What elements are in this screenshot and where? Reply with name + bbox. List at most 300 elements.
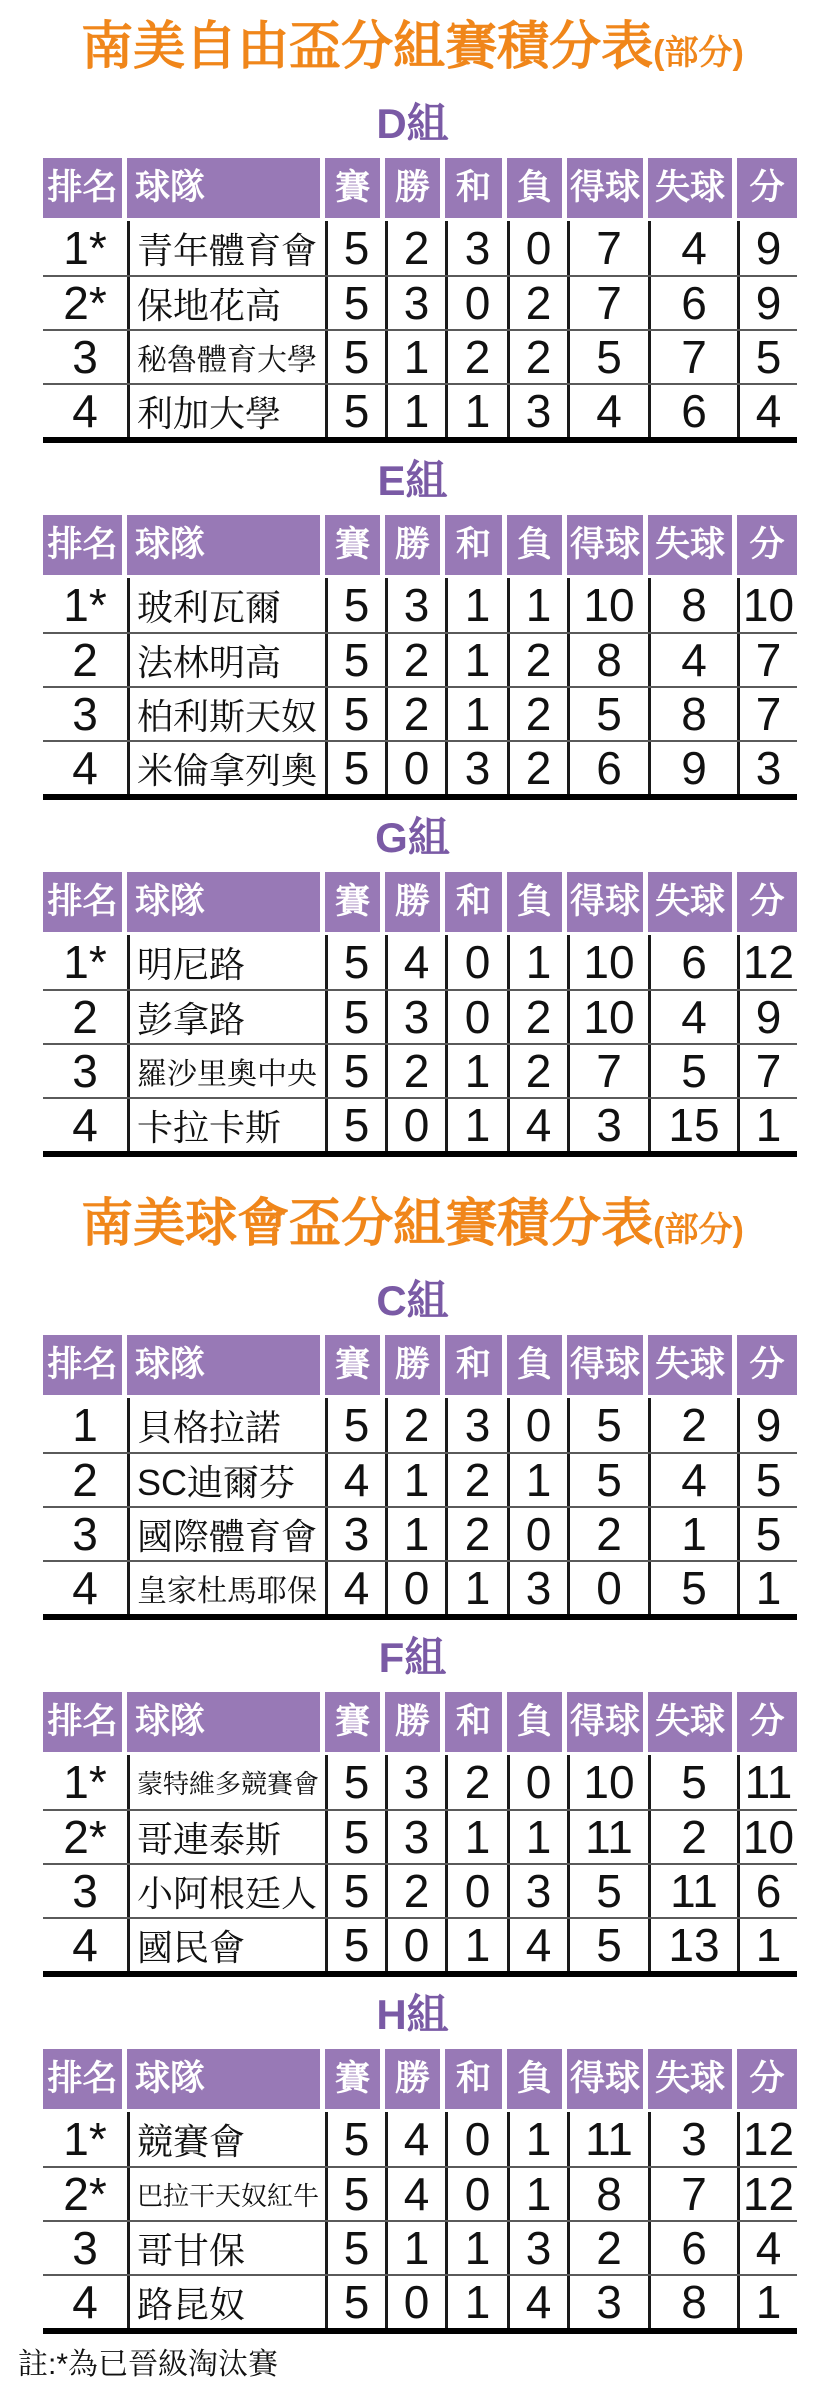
col-header-goals-for: 得球 [567, 158, 648, 218]
table-body [43, 2109, 797, 2334]
drawn-cell: 2 [445, 1755, 507, 1809]
section-title-suffix: (部分) [653, 1211, 744, 1249]
col-header-rank: 排名 [43, 1335, 127, 1395]
points-cell: 9 [737, 277, 797, 329]
points-cell: 12 [737, 2168, 797, 2220]
table-row [43, 632, 797, 686]
table-row [43, 1398, 797, 1452]
col-header-drawn: 和 [445, 515, 507, 575]
won-cell: 2 [385, 1865, 445, 1917]
col-header-played: 賽 [325, 1335, 385, 1395]
rank-cell: 1* [63, 936, 107, 988]
group-section-f [0, 1636, 825, 1977]
lost-cell: 1 [507, 1811, 567, 1863]
lost-cell: 2 [507, 634, 567, 686]
played-cell: 5 [325, 1099, 385, 1151]
lost-cell: 3 [507, 1562, 567, 1614]
drawn-cell: 1 [445, 578, 507, 632]
lost-cell: 2 [507, 742, 567, 794]
team-cell [127, 1508, 325, 1560]
rank-cell: 1* [63, 2113, 107, 2165]
standings-table [43, 2049, 797, 2334]
team-cell [127, 2112, 325, 2166]
points-cell: 1 [737, 2276, 797, 2328]
table-row [43, 1755, 797, 1809]
won-cell: 2 [385, 221, 445, 275]
col-header-drawn: 和 [445, 1335, 507, 1395]
goals-against-cell: 5 [648, 1755, 737, 1809]
drawn-cell: 2 [445, 1454, 507, 1506]
goals-against-cell: 8 [648, 578, 737, 632]
goals-against-cell: 7 [648, 2168, 737, 2220]
goals-against-cell: 9 [648, 742, 737, 794]
group-label: G組 [375, 814, 450, 861]
goals-against-cell: 11 [648, 1865, 737, 1917]
lost-cell: 1 [507, 1454, 567, 1506]
goals-for-cell: 10 [567, 1755, 648, 1809]
won-cell: 1 [385, 1508, 445, 1560]
goals-against-cell: 4 [648, 991, 737, 1043]
won-cell: 2 [385, 1398, 445, 1452]
drawn-cell: 0 [445, 1865, 507, 1917]
col-header-drawn: 和 [445, 2049, 507, 2109]
col-header-drawn: 和 [445, 158, 507, 218]
played-cell: 5 [325, 2168, 385, 2220]
col-header-points: 分 [737, 158, 797, 218]
col-header-lost: 負 [507, 515, 567, 575]
points-cell: 5 [737, 1454, 797, 1506]
goals-against-cell: 2 [648, 1398, 737, 1452]
points-cell: 4 [737, 2222, 797, 2274]
rank-cell: 3 [72, 688, 98, 740]
rank-cell: 1* [63, 579, 107, 631]
team-name: 小阿根廷人 [137, 1872, 318, 1914]
table-row [43, 383, 797, 437]
points-cell: 4 [737, 385, 797, 437]
rank-cell: 2 [72, 634, 98, 686]
goals-against-cell: 8 [648, 2276, 737, 2328]
won-cell: 2 [385, 1045, 445, 1097]
goals-against-cell: 4 [648, 221, 737, 275]
won-cell: 2 [385, 688, 445, 740]
team-cell [127, 1398, 325, 1452]
played-cell: 5 [325, 1045, 385, 1097]
drawn-cell: 1 [445, 1919, 507, 1971]
table-row [43, 1809, 797, 1863]
team-name: 柏利斯天奴 [137, 695, 318, 737]
played-cell: 5 [325, 331, 385, 383]
lost-cell: 1 [507, 935, 567, 989]
table-body [43, 932, 797, 1157]
table-row [43, 935, 797, 989]
goals-for-cell: 5 [567, 331, 648, 383]
goals-against-cell: 3 [648, 2112, 737, 2166]
goals-for-cell: 3 [567, 1099, 648, 1151]
table-row [43, 2112, 797, 2166]
won-cell: 3 [385, 277, 445, 329]
col-header-played: 賽 [325, 872, 385, 932]
col-header-points: 分 [737, 515, 797, 575]
points-cell: 7 [737, 688, 797, 740]
goals-for-cell: 8 [567, 634, 648, 686]
table-body [43, 575, 797, 800]
col-header-goals-for: 得球 [567, 515, 648, 575]
col-header-played: 賽 [325, 515, 385, 575]
points-cell: 12 [737, 2112, 797, 2166]
points-cell: 3 [737, 742, 797, 794]
team-cell [127, 991, 325, 1043]
col-header-won: 勝 [385, 2049, 445, 2109]
col-header-goals-against: 失球 [648, 158, 737, 218]
rank-cell: 2 [72, 1454, 98, 1506]
points-cell: 1 [737, 1919, 797, 1971]
col-header-goals-for: 得球 [567, 1692, 648, 1752]
rank-cell: 1 [72, 1399, 98, 1451]
section-title-sudamericana [0, 1191, 825, 1263]
goals-for-cell: 0 [567, 1562, 648, 1614]
lost-cell: 4 [507, 1099, 567, 1151]
played-cell: 5 [325, 1398, 385, 1452]
team-name: 皇家杜馬耶保 [137, 1575, 317, 1608]
group-label: F組 [378, 1634, 447, 1681]
won-cell: 1 [385, 331, 445, 383]
team-name: 貝格拉諾 [137, 1406, 282, 1448]
table-header-row [43, 158, 797, 218]
won-cell: 0 [385, 1562, 445, 1614]
goals-against-cell: 2 [648, 1811, 737, 1863]
col-header-played: 賽 [325, 1692, 385, 1752]
goals-for-cell: 4 [567, 385, 648, 437]
col-header-team: 球隊 [127, 515, 325, 575]
col-header-team: 球隊 [127, 2049, 325, 2109]
col-header-goals-against: 失球 [648, 515, 737, 575]
col-header-played: 賽 [325, 2049, 385, 2109]
table-row [43, 2220, 797, 2274]
points-cell: 6 [737, 1865, 797, 1917]
rank-cell: 4 [72, 1099, 98, 1151]
rank-cell: 3 [72, 1865, 98, 1917]
lost-cell: 1 [507, 2112, 567, 2166]
footnote: 註:*為已晉級淘汰賽 [18, 2348, 279, 2381]
lost-cell: 2 [507, 991, 567, 1043]
won-cell: 1 [385, 1454, 445, 1506]
team-name: 路昆奴 [137, 2283, 246, 2325]
goals-against-cell: 4 [648, 634, 737, 686]
played-cell: 5 [325, 2112, 385, 2166]
rank-cell: 4 [72, 1562, 98, 1614]
rank-cell: 4 [72, 1919, 98, 1971]
lost-cell: 2 [507, 1045, 567, 1097]
col-header-goals-for: 得球 [567, 1335, 648, 1395]
goals-for-cell: 5 [567, 1398, 648, 1452]
col-header-team: 球隊 [127, 872, 325, 932]
drawn-cell: 3 [445, 1398, 507, 1452]
group-label: H組 [376, 1991, 449, 2038]
played-cell: 5 [325, 277, 385, 329]
drawn-cell: 1 [445, 2222, 507, 2274]
col-header-lost: 負 [507, 1335, 567, 1395]
standings-table [43, 872, 797, 1157]
standings-table [43, 1335, 797, 1620]
goals-for-cell: 7 [567, 277, 648, 329]
goals-against-cell: 6 [648, 277, 737, 329]
col-header-points: 分 [737, 2049, 797, 2109]
col-header-lost: 負 [507, 872, 567, 932]
goals-for-cell: 8 [567, 2168, 648, 2220]
standings-table [43, 1692, 797, 1977]
team-name: 卡拉卡斯 [137, 1106, 282, 1148]
played-cell: 3 [325, 1508, 385, 1560]
team-cell [127, 1755, 325, 1809]
team-cell [127, 277, 325, 329]
points-cell: 1 [737, 1099, 797, 1151]
points-cell: 1 [737, 1562, 797, 1614]
col-header-drawn: 和 [445, 1692, 507, 1752]
team-cell [127, 1811, 325, 1863]
col-header-won: 勝 [385, 158, 445, 218]
goals-for-cell: 2 [567, 1508, 648, 1560]
col-header-won: 勝 [385, 1335, 445, 1395]
goals-for-cell: 7 [567, 221, 648, 275]
rank-cell: 1* [63, 1756, 107, 1808]
group-section-c [0, 1279, 825, 1620]
goals-against-cell: 5 [648, 1045, 737, 1097]
drawn-cell: 3 [445, 742, 507, 794]
played-cell: 5 [325, 634, 385, 686]
played-cell: 5 [325, 1865, 385, 1917]
table-row [43, 686, 797, 740]
won-cell: 3 [385, 1755, 445, 1809]
col-header-won: 勝 [385, 515, 445, 575]
drawn-cell: 3 [445, 221, 507, 275]
col-header-goals-for: 得球 [567, 2049, 648, 2109]
goals-against-cell: 6 [648, 935, 737, 989]
col-header-team: 球隊 [127, 1692, 325, 1752]
lost-cell: 2 [507, 331, 567, 383]
team-name: 秘魯體育大學 [137, 344, 317, 377]
col-header-won: 勝 [385, 872, 445, 932]
table-row [43, 740, 797, 794]
group-label: E組 [377, 457, 448, 504]
col-header-goals-against: 失球 [648, 2049, 737, 2109]
lost-cell: 0 [507, 221, 567, 275]
played-cell: 5 [325, 2222, 385, 2274]
team-name: 巴拉干天奴紅牛 [137, 2180, 320, 2211]
lost-cell: 0 [507, 1755, 567, 1809]
col-header-goals-for: 得球 [567, 872, 648, 932]
goals-for-cell: 6 [567, 742, 648, 794]
team-cell [127, 1562, 325, 1614]
goals-against-cell: 5 [648, 1562, 737, 1614]
rank-cell: 4 [72, 385, 98, 437]
goals-for-cell: 5 [567, 1454, 648, 1506]
team-cell [127, 1865, 325, 1917]
col-header-points: 分 [737, 1692, 797, 1752]
col-header-rank: 排名 [43, 2049, 127, 2109]
team-cell [127, 1919, 325, 1971]
team-name: 法林明高 [137, 641, 282, 683]
team-name: SC迪爾芬 [137, 1461, 296, 1503]
team-name: 利加大學 [137, 392, 282, 434]
table-row [43, 2274, 797, 2328]
group-section-h [0, 1993, 825, 2334]
table-row [43, 275, 797, 329]
team-name: 玻利瓦爾 [137, 586, 282, 628]
col-header-played: 賽 [325, 158, 385, 218]
lost-cell: 3 [507, 2222, 567, 2274]
team-cell [127, 1045, 325, 1097]
points-cell: 7 [737, 634, 797, 686]
team-name: 保地花高 [137, 284, 282, 326]
rank-cell: 2 [72, 991, 98, 1043]
col-header-goals-against: 失球 [648, 1692, 737, 1752]
won-cell: 3 [385, 991, 445, 1043]
won-cell: 3 [385, 1811, 445, 1863]
col-header-won: 勝 [385, 1692, 445, 1752]
team-name: 羅沙里奧中央 [137, 1058, 317, 1091]
played-cell: 5 [325, 2276, 385, 2328]
col-header-lost: 負 [507, 1692, 567, 1752]
table-row [43, 1863, 797, 1917]
table-row [43, 989, 797, 1043]
goals-for-cell: 10 [567, 935, 648, 989]
won-cell: 1 [385, 385, 445, 437]
team-cell [127, 688, 325, 740]
won-cell: 0 [385, 1919, 445, 1971]
goals-against-cell: 6 [648, 385, 737, 437]
group-label: C組 [376, 1277, 449, 1324]
team-cell [127, 578, 325, 632]
goals-for-cell: 5 [567, 1919, 648, 1971]
played-cell: 5 [325, 688, 385, 740]
points-cell: 9 [737, 991, 797, 1043]
drawn-cell: 0 [445, 935, 507, 989]
table-row [43, 578, 797, 632]
group-label: D組 [376, 100, 449, 147]
won-cell: 4 [385, 935, 445, 989]
lost-cell: 4 [507, 2276, 567, 2328]
rank-cell: 4 [72, 742, 98, 794]
goals-against-cell: 7 [648, 331, 737, 383]
rank-cell: 2* [63, 277, 107, 329]
goals-for-cell: 10 [567, 578, 648, 632]
played-cell: 5 [325, 1919, 385, 1971]
lost-cell: 2 [507, 688, 567, 740]
team-name: 國際體育會 [137, 1515, 318, 1557]
team-name: 青年體育會 [137, 229, 318, 271]
goals-for-cell: 7 [567, 1045, 648, 1097]
won-cell: 0 [385, 2276, 445, 2328]
col-header-rank: 排名 [43, 872, 127, 932]
goals-against-cell: 6 [648, 2222, 737, 2274]
table-body [43, 218, 797, 443]
rank-cell: 2* [63, 1811, 107, 1863]
points-cell: 5 [737, 1508, 797, 1560]
col-header-lost: 負 [507, 158, 567, 218]
group-section-g [0, 816, 825, 1157]
team-cell [127, 634, 325, 686]
won-cell: 2 [385, 634, 445, 686]
lost-cell: 0 [507, 1508, 567, 1560]
drawn-cell: 2 [445, 1508, 507, 1560]
col-header-lost: 負 [507, 2049, 567, 2109]
rank-cell: 3 [72, 331, 98, 383]
group-section-e [0, 459, 825, 800]
team-name: 國民會 [137, 1926, 246, 1968]
team-cell [127, 385, 325, 437]
rank-cell: 4 [72, 2276, 98, 2328]
table-row [43, 2166, 797, 2220]
lost-cell: 2 [507, 277, 567, 329]
section-title-text: 南美自由盃分組賽積分表 [81, 18, 654, 76]
rank-cell: 1* [63, 222, 107, 274]
rank-cell: 3 [72, 1508, 98, 1560]
drawn-cell: 1 [445, 634, 507, 686]
played-cell: 5 [325, 578, 385, 632]
won-cell: 3 [385, 578, 445, 632]
standings-table [43, 515, 797, 800]
col-header-rank: 排名 [43, 515, 127, 575]
section-title-libertadores [0, 14, 825, 86]
played-cell: 5 [325, 991, 385, 1043]
rank-cell: 3 [72, 1045, 98, 1097]
drawn-cell: 0 [445, 277, 507, 329]
points-cell: 7 [737, 1045, 797, 1097]
points-cell: 5 [737, 331, 797, 383]
lost-cell: 0 [507, 1398, 567, 1452]
won-cell: 0 [385, 742, 445, 794]
col-header-rank: 排名 [43, 1692, 127, 1752]
standings-table [43, 158, 797, 443]
team-cell [127, 2222, 325, 2274]
team-name: 米倫拿列奧 [137, 749, 318, 791]
table-header-row [43, 1335, 797, 1395]
table-body [43, 1752, 797, 1977]
played-cell: 4 [325, 1454, 385, 1506]
team-cell [127, 742, 325, 794]
table-body [43, 1395, 797, 1620]
col-header-drawn: 和 [445, 872, 507, 932]
rank-cell: 2* [63, 2168, 107, 2220]
played-cell: 5 [325, 742, 385, 794]
table-row [43, 221, 797, 275]
played-cell: 5 [325, 1755, 385, 1809]
col-header-rank: 排名 [43, 158, 127, 218]
goals-for-cell: 5 [567, 688, 648, 740]
team-cell [127, 2168, 325, 2220]
drawn-cell: 1 [445, 1099, 507, 1151]
team-name: 蒙特維多競賽會 [137, 1768, 320, 1799]
table-row [43, 1506, 797, 1560]
team-cell [127, 935, 325, 989]
played-cell: 5 [325, 385, 385, 437]
table-row [43, 1560, 797, 1614]
goals-for-cell: 11 [567, 1811, 648, 1863]
col-header-points: 分 [737, 1335, 797, 1395]
drawn-cell: 1 [445, 1045, 507, 1097]
won-cell: 4 [385, 2168, 445, 2220]
drawn-cell: 1 [445, 688, 507, 740]
played-cell: 5 [325, 1811, 385, 1863]
table-header-row [43, 1692, 797, 1752]
played-cell: 5 [325, 935, 385, 989]
lost-cell: 1 [507, 2168, 567, 2220]
won-cell: 0 [385, 1099, 445, 1151]
drawn-cell: 0 [445, 2112, 507, 2166]
drawn-cell: 1 [445, 385, 507, 437]
table-row [43, 329, 797, 383]
team-name: 哥連泰斯 [137, 1818, 282, 1860]
